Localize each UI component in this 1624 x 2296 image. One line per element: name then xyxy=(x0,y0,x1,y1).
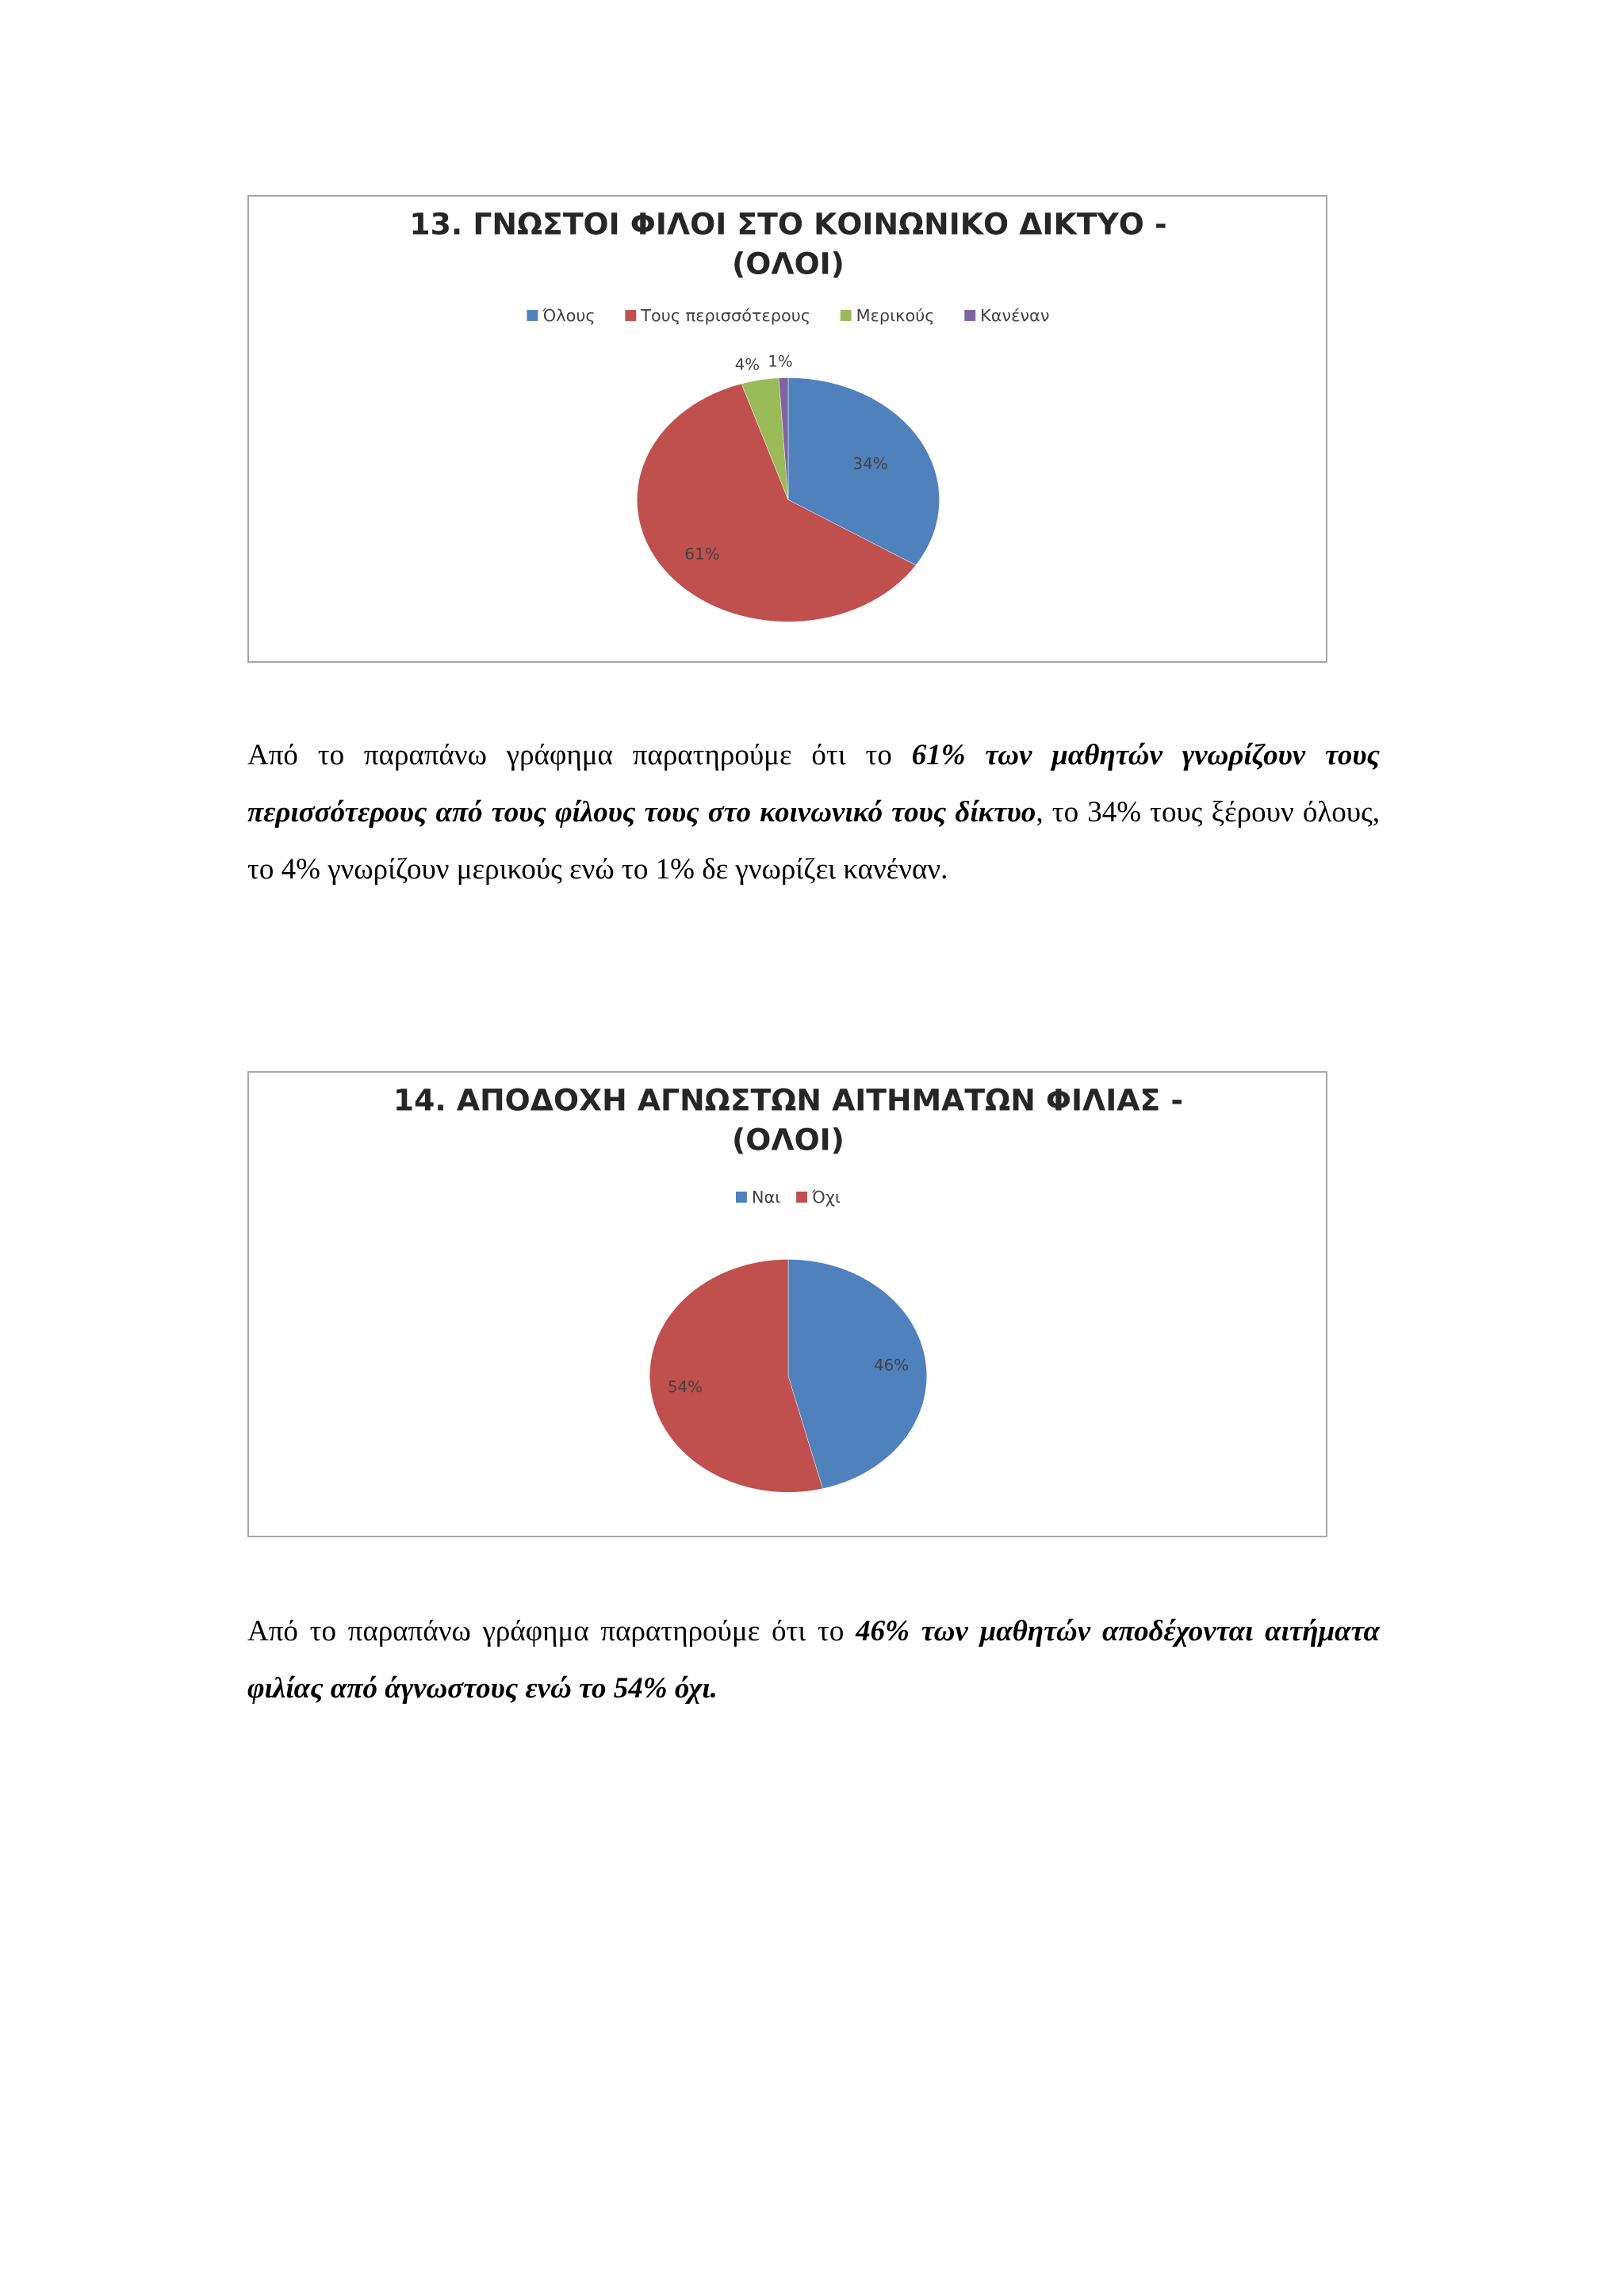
legend-label: Κανέναν xyxy=(980,305,1050,325)
paragraph-chart13 xyxy=(247,727,1380,898)
data-label: 46% xyxy=(873,1356,910,1375)
legend-label: Όλους xyxy=(542,305,596,325)
paragraph2-text-1: Από το παραπάνω γράφημα παρατηρούμε ότι το xyxy=(247,1615,856,1647)
pie-chart-svg xyxy=(249,197,1326,661)
data-label: 61% xyxy=(684,545,720,564)
legend-swatch xyxy=(964,310,975,321)
paragraph-chart14 xyxy=(247,1603,1380,1717)
legend-label: Μερικούς xyxy=(856,305,935,325)
data-label: 4% xyxy=(734,355,760,374)
pie-chart-svg xyxy=(249,1073,1326,1536)
chart-title-line: (ΟΛΟΙ) xyxy=(732,1122,845,1158)
data-label: 1% xyxy=(768,352,793,371)
legend-swatch xyxy=(625,310,636,321)
legend-label: Ναι xyxy=(751,1187,781,1207)
paragraph1-text-1: Από το παραπάνω γράφημα παρατηρούμε ότι το xyxy=(247,739,912,771)
pie-chart-known-friends xyxy=(247,195,1327,663)
legend-swatch xyxy=(841,310,852,321)
paragraph1-emphasis: 61% των μαθητών γνωρίζουν τους περισσότερους από τους φίλους τους στο κοινωνικό τους δίκτυο xyxy=(247,739,1380,828)
data-label: 34% xyxy=(852,454,888,473)
chart-legend xyxy=(527,306,1049,325)
chart-legend xyxy=(736,1188,841,1207)
legend-swatch xyxy=(736,1192,747,1203)
chart-title-line: 14. ΑΠΟΔΟΧΗ ΑΓΝΩΣΤΩΝ ΑΙΤΗΜΑΤΩΝ ΦΙΛΙΑΣ - xyxy=(393,1082,1184,1118)
chart-title-line: 13. ΓΝΩΣΤΟΙ ΦΙΛΟΙ ΣΤΟ ΚΟΙΝΩΝΙΚΟ ΔΙΚΤΥΟ - xyxy=(409,206,1167,242)
data-label: 54% xyxy=(667,1378,703,1397)
paragraph1-text-2: , το 34% τους ξέρουν όλους, το 4% γνωρίζουν μερικούς ενώ το 1% δε γνωρίζει κανέναν. xyxy=(247,796,1380,886)
pie-chart-accept-requests xyxy=(247,1071,1327,1537)
paragraph2-emphasis: 46% των μαθητών αποδέχονται αιτήματα φιλίας από άγνωστους ενώ το 54% όχι. xyxy=(247,1615,1380,1705)
legend-label: Όχι xyxy=(811,1187,841,1207)
legend-label: Τους περισσότερους xyxy=(641,305,811,325)
chart-title-line: (ΟΛΟΙ) xyxy=(732,246,845,281)
legend-swatch xyxy=(527,310,538,321)
legend-swatch xyxy=(796,1192,807,1203)
